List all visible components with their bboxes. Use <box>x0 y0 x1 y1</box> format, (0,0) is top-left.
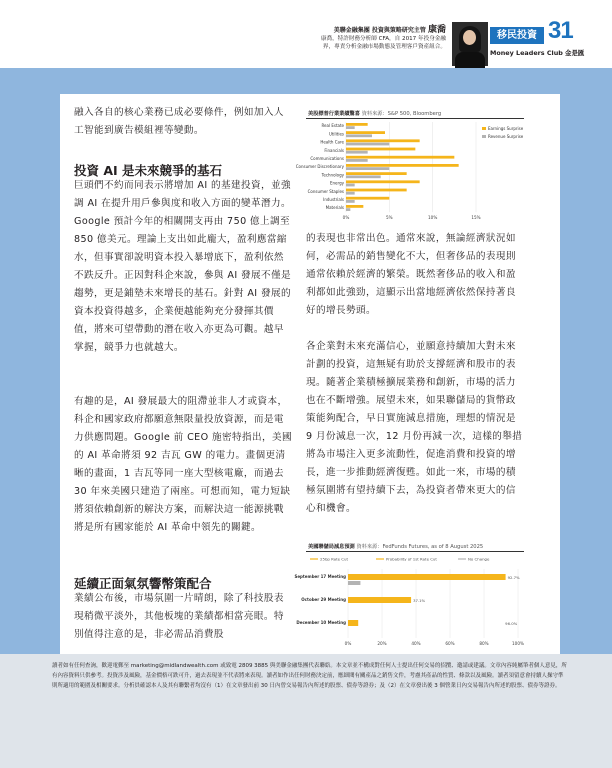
series-name: Money Leaders Club 金是匯 <box>490 49 585 57</box>
chart-1-legend-swatch <box>482 135 486 138</box>
author-photo <box>452 22 488 66</box>
chart-1-bar <box>346 134 372 137</box>
author-info <box>258 26 446 51</box>
chart-1-bar <box>346 175 381 178</box>
disclaimer: 讀者如有任何查詢，歡迎電郵至 marketing@midlandwealth.com 或致電 2809 3885 與美聯金融集團代表聯絡。本文章並不構成對任何人士提出任何交易的招攬、邀請或建議。文章內容純屬筆者個人意見，所有內容資料只供參考。投資涉及風險，基金價格可跌可升，過去表現並不代表將來表現。讀者如作出任何財務決定前，應細閱有關產品之銷售文件，考慮其產品的性質、條款以及風險。讀者須留意會持續人操守準則所適用的範圍及相關要求。分析員確認本人及其有聯繫者均沒有（1）在文章發出前 30 日內曾交易報告內所述的股票、債券等證券；及（2）在文章發出後 3 個營業日內交易報告內所述的股票、債券等證券。 <box>52 663 567 689</box>
chart-1-bar <box>346 123 368 126</box>
chart-2-x-tick: 40% <box>411 641 421 646</box>
chart-2-x-tick: 60% <box>445 641 455 646</box>
chart-1-bar <box>346 159 368 162</box>
rate-cut-chart <box>294 551 524 649</box>
chart-2-title-text: 美國聯儲局減息預測 <box>308 544 355 550</box>
chart-1-bar <box>346 131 385 134</box>
chart-2-legend-label: 25bp Rate Cut <box>320 556 348 562</box>
chart-1-bar <box>346 180 420 183</box>
chart-2-x-tick: 0% <box>344 641 352 646</box>
right-paragraph-2: 各企業對未來充滿信心，並願意持續加大對未來計劃的投資，這無疑有助於支撐經濟和股市的表現。隨著企業積極擴展業務和創新，市場的活力也在不斷增強。展望未來，如果聯儲局的貨幣政策能夠配合，早日實施減息措施，理想的情況是 9 月份減息一次，12 月份再減一次，這樣的舉措將為市場注入更多流動性，促進消費和投資的增長，進一步推動經濟復甦。如此一來，市場的積極氛圍將有望持續下去，為投資者帶來更大的信心和機會。 <box>306 341 523 514</box>
chart-1-category-label: Industrials <box>323 197 344 202</box>
page-number: 31 <box>548 17 573 44</box>
chart-1-bar <box>346 200 355 203</box>
chart-1-bar <box>346 167 389 170</box>
frame-right <box>560 94 612 654</box>
chart-1-category-label: Technology <box>321 172 344 178</box>
intro-paragraph: 融入各自的核心業務已成必要條件，例如加入人工智能到廣告模組裡等變動。 <box>74 107 284 136</box>
chart-1-bar <box>346 156 454 159</box>
chart-2-title <box>308 543 483 550</box>
author-name: 康喬 <box>427 25 446 35</box>
chart-2-legend-label: No Change <box>468 556 490 562</box>
chart-1-legend-label: Revenue Surprise <box>488 134 524 139</box>
chart-1-bar <box>346 189 407 192</box>
sector-surprise-chart <box>295 118 524 222</box>
chart-2-bar <box>348 574 506 580</box>
paragraph-1: 巨頭們不約而同表示將增加 AI 的基建投資，並強調 AI 在提升用戶參與度和收入方面的變革潛力。Google 預計今年的相關開支再由 750 億上調至 850 億美元。理論上支出如此龐大，盈利應當縮水，但事實卻說明資本投入暴增底下，盈利依然不跌反升。正因對科企來說，參與 AI 發展不僅是趨勢，更是鋪墊未來增長的基石。針對 AI 發展的資本投資得越多，企業便越能夠充分發揮其價值，將來可望帶動的潛在收入亦更為可觀。越早掌握，競爭力也就越大。 <box>74 180 291 353</box>
chart-1-bar <box>346 164 459 167</box>
chart-1-x-tick: 0% <box>342 215 350 221</box>
chart-1-bar <box>346 151 368 154</box>
chart-2-legend-label: Probability of 1st Rate Cut <box>386 556 437 562</box>
chart-1-title-text: 美股標普行業業績驚喜 <box>308 111 360 117</box>
section-tab: 移民投資 <box>490 27 544 44</box>
author-title: 美聯金融集團 投資與策略研究主管 <box>333 27 426 34</box>
paragraph-3: 業績公布後，市場氛圍一片晴朗，除了科技股表現稍微平淡外，其他板塊的業績都相當亮眼。特別值得注意的是，非必需品消費股 <box>74 593 284 640</box>
chart-1-bar <box>346 148 415 151</box>
chart-1-category-label: Utilities <box>328 131 344 137</box>
author-bio-2: 界，專責分析金融市場動態及管理客戶資產組合。 <box>322 44 446 50</box>
chart-2-bar <box>348 597 411 603</box>
chart-1-category-label: Real Estate <box>321 123 344 129</box>
chart-2-bar <box>348 620 358 626</box>
chart-1-title <box>308 110 441 117</box>
chart-1-bar <box>346 208 350 211</box>
chart-1-legend-label: Earnings Surprise <box>488 126 524 131</box>
author-role <box>258 26 446 35</box>
chart-2-bar-secondary <box>348 581 360 585</box>
chart-2-source: 資料來源：FedFunds Futures, as of 8 August 2025 <box>356 544 484 550</box>
author-bio-1: 康喬，特許財務分析師 CFA，自 2017 年投身金融 <box>320 36 446 42</box>
chart-2-x-tick: 100% <box>512 641 524 646</box>
chart-1-x-tick: 10% <box>428 215 438 221</box>
chart-1-category-label: Communications <box>310 156 344 161</box>
chart-1-bar <box>346 205 363 208</box>
section-heading-2: 延續正面氣氛響幣策配合 <box>74 576 212 591</box>
chart-1-bar <box>346 172 407 175</box>
chart-1-bar <box>346 197 389 200</box>
chart-2-data-label: 92.7% <box>507 575 520 580</box>
chart-1-bar <box>346 126 355 129</box>
chart-2-category-label: September 17 Meeting <box>294 574 346 579</box>
chart-1-source: 資料來源：S&P 500, Bloomberg <box>361 111 442 117</box>
chart-2-data-label: 37.1% <box>413 598 426 603</box>
right-paragraph-1: 的表現也非常出色。通常來說，無論經濟狀況如何，必需品的銷售變化不大，但奢侈品的表現則通常依賴於經濟的繁榮。既然奢侈品的收入和盈利都如此強勁，這顯示出當地經濟依然保持著良好的增長勢頭。 <box>306 233 516 316</box>
paragraph-2: 有趣的是，AI 發展最大的阻滯並非人才或資本，科企和國家政府都願意無限量投放資源，而是電力供應問題。Google 前 CEO 施密特指出，美國的 AI 革命將須 92 吉瓦 GW 的電力。畫個更清晰的畫面，1 吉瓦等同一座大型核電廠，而過去 30 年來美國只建造了兩座。可想而知，電力短缺將須依賴創新的解決方案，而解決這一能源挑戰將是所有國家能於 AI 革命中領先的關鍵。 <box>74 396 292 533</box>
chart-1-category-label: Health Care <box>320 139 344 145</box>
chart-2-x-tick: 20% <box>377 641 387 646</box>
chart-2-x-tick: 80% <box>479 641 489 646</box>
frame-left <box>0 94 60 654</box>
page-header <box>0 0 612 68</box>
chart-1-category-label: Consumer Discretionary <box>295 164 344 170</box>
chart-1-bar <box>346 192 355 195</box>
chart-2-category-label: October 29 Meeting <box>301 597 346 602</box>
chart-1-bar <box>346 143 389 146</box>
chart-1-category-label: Materials <box>325 205 344 211</box>
chart-1-bar <box>346 139 420 142</box>
frame-top <box>0 68 612 94</box>
chart-2-data-label: 96.0% <box>505 621 518 626</box>
chart-1-category-label: Energy <box>329 180 344 186</box>
chart-1-category-label: Consumer Staples <box>307 188 344 194</box>
chart-1-x-tick: 15% <box>471 215 481 221</box>
chart-1-x-tick: 5% <box>386 215 393 221</box>
chart-1-bar <box>346 184 355 187</box>
chart-2-category-label: December 10 Meeting <box>296 620 346 625</box>
section-heading-1: 投資 AI 是未來競爭的基石 <box>74 163 223 178</box>
chart-1-legend-swatch <box>482 127 486 130</box>
chart-1-category-label: Financials <box>324 147 344 153</box>
